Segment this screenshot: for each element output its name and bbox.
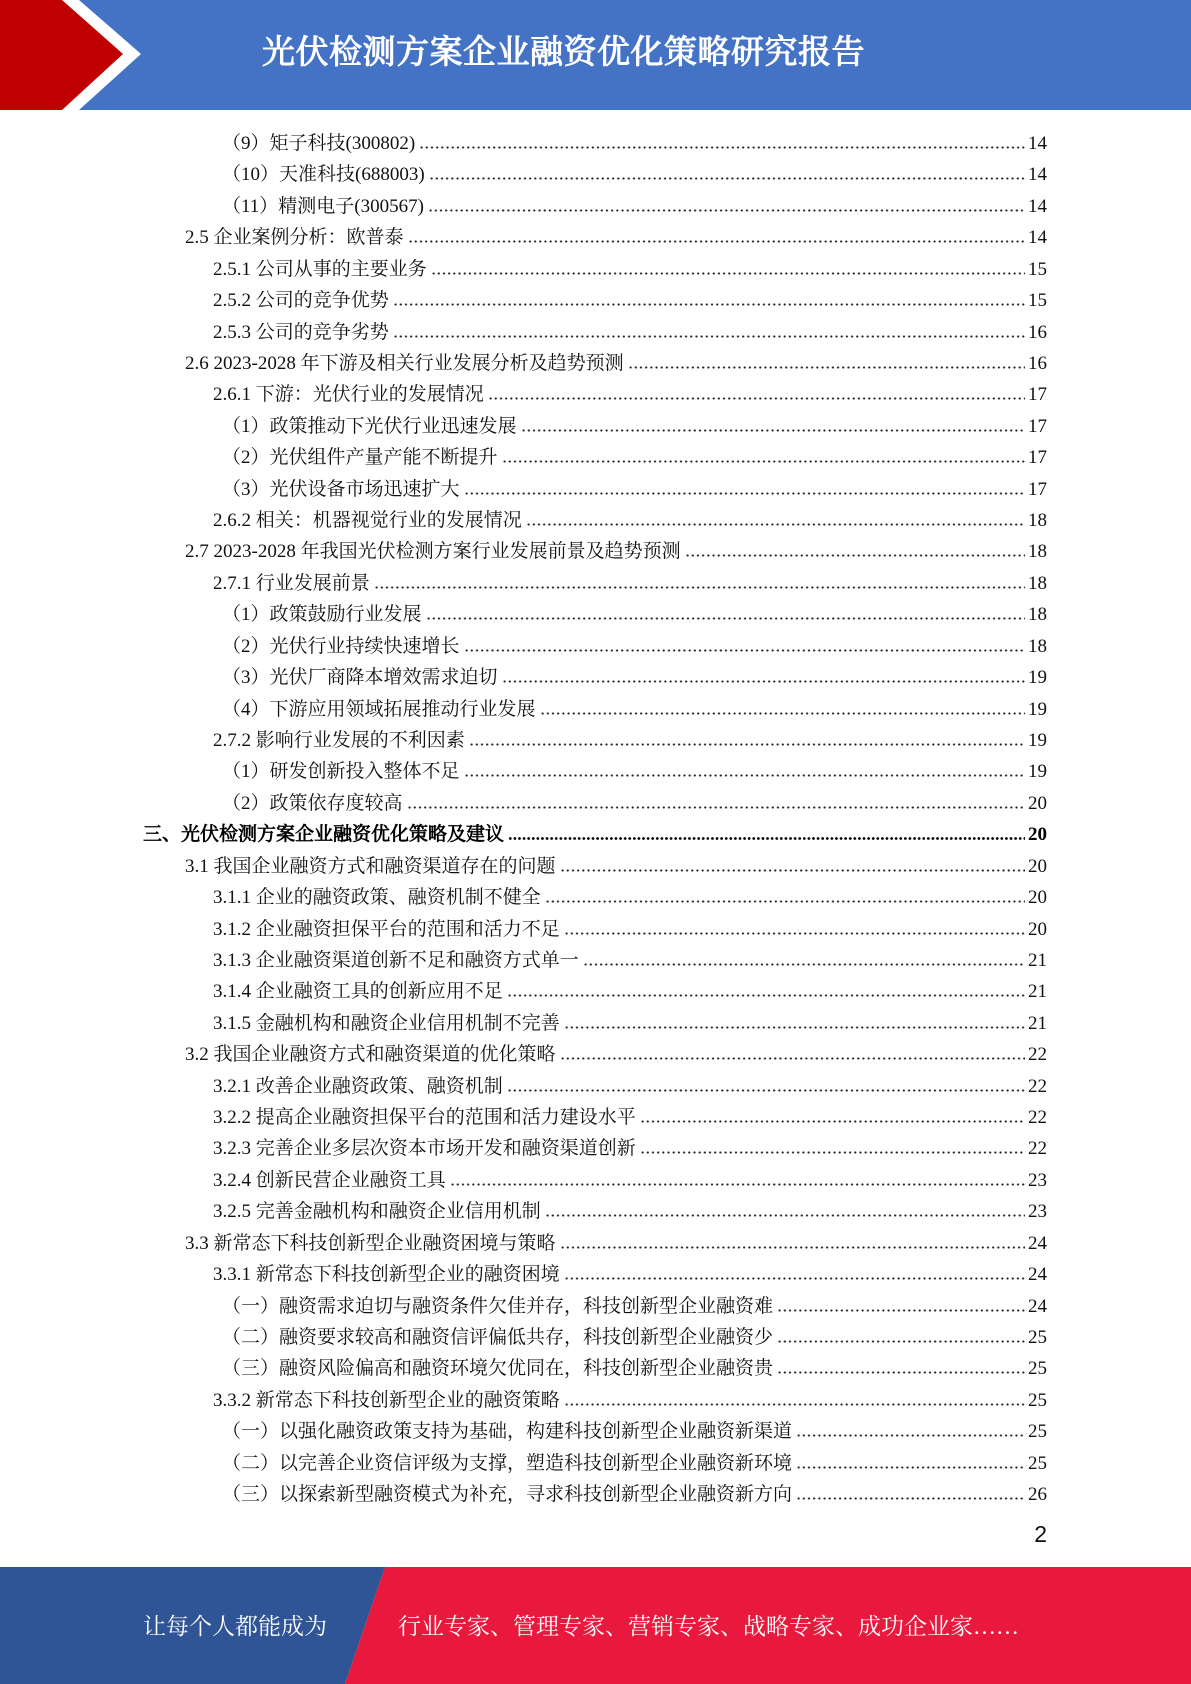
toc-entry-page: 25 <box>1028 1452 1047 1474</box>
toc-dot-leader <box>428 209 1025 212</box>
toc-entry[interactable] <box>222 1416 1047 1447</box>
toc-dot-leader <box>507 994 1025 997</box>
toc-entry[interactable] <box>222 1322 1047 1353</box>
toc-entry-page: 22 <box>1028 1075 1047 1097</box>
toc-entry-page: 24 <box>1028 1264 1047 1286</box>
toc-dot-leader <box>560 1246 1025 1249</box>
toc-dot-leader <box>521 429 1025 432</box>
table-of-contents <box>0 128 1191 1518</box>
toc-dot-leader <box>545 1214 1025 1217</box>
toc-entry-title: 3.3 新常态下科技创新型企业融资困境与策略 <box>185 1232 556 1254</box>
toc-dot-leader <box>431 272 1025 275</box>
toc-entry-page: 22 <box>1028 1107 1047 1129</box>
toc-dot-leader <box>796 1497 1025 1500</box>
toc-dot-leader <box>393 303 1025 306</box>
toc-dot-leader <box>464 492 1025 495</box>
toc-entry[interactable] <box>222 756 1047 787</box>
toc-entry[interactable] <box>185 536 1047 567</box>
toc-dot-leader <box>540 712 1025 715</box>
toc-entry-page: 23 <box>1028 1169 1047 1191</box>
toc-dot-leader <box>560 869 1025 872</box>
toc-entry[interactable] <box>213 254 1047 285</box>
toc-entry[interactable] <box>222 631 1047 662</box>
toc-entry[interactable] <box>213 285 1047 316</box>
footer-slogan-roles: 行业专家、管理专家、营销专家、战略专家、成功企业家…… <box>398 1614 1019 1639</box>
toc-entry[interactable] <box>222 1448 1047 1479</box>
toc-entry-title: （二）融资要求较高和融资信评偏低共存，科技创新型企业融资少 <box>222 1326 774 1348</box>
toc-entry-title: （3）光伏设备市场迅速扩大 <box>222 478 460 500</box>
toc-entry[interactable] <box>222 159 1047 190</box>
toc-entry-title: （1）研发创新投入整体不足 <box>222 761 460 783</box>
toc-entry-title: （1）政策鼓励行业发展 <box>222 604 422 626</box>
toc-entry-title: 3.2.4 创新民营企业融资工具 <box>213 1169 446 1191</box>
toc-entry-page: 26 <box>1028 1484 1047 1506</box>
toc-entry-page: 14 <box>1028 227 1047 249</box>
toc-entry-title: （9）矩子科技(300802) <box>222 133 416 154</box>
toc-entry-title: 3.1.3 企业融资渠道创新不足和融资方式单一 <box>213 949 579 971</box>
page-number: 2 <box>1034 1521 1047 1547</box>
toc-dot-leader <box>502 680 1025 683</box>
toc-entry-title: 3.3.2 新常态下科技创新型企业的融资策略 <box>213 1389 560 1411</box>
toc-entry-page: 21 <box>1028 949 1047 971</box>
toc-entry-page: 18 <box>1028 635 1047 657</box>
toc-entry[interactable] <box>222 411 1047 442</box>
toc-entry[interactable] <box>213 568 1047 599</box>
toc-entry-page: 25 <box>1028 1421 1047 1443</box>
toc-dot-leader <box>777 1340 1025 1343</box>
toc-entry-title: 3.1.2 企业融资担保平台的范围和活力不足 <box>213 918 560 940</box>
toc-entry[interactable] <box>185 1039 1047 1070</box>
toc-entry[interactable] <box>213 976 1047 1007</box>
toc-entry[interactable] <box>213 914 1047 945</box>
toc-entry[interactable] <box>185 1228 1047 1259</box>
toc-entry[interactable] <box>213 379 1047 410</box>
toc-entry-title: 3.2.3 完善企业多层次资本市场开发和融资渠道创新 <box>213 1138 636 1160</box>
toc-entry[interactable] <box>222 191 1047 222</box>
toc-entry-page: 14 <box>1028 133 1047 154</box>
toc-entry[interactable] <box>213 1133 1047 1164</box>
toc-entry[interactable] <box>143 819 1047 850</box>
toc-dot-leader <box>502 460 1025 463</box>
toc-entry-page: 21 <box>1028 1012 1047 1034</box>
toc-entry-title: （3）光伏厂商降本增效需求迫切 <box>222 667 498 689</box>
toc-entry-page: 18 <box>1028 572 1047 594</box>
toc-entry[interactable] <box>222 788 1047 819</box>
toc-entry[interactable] <box>222 128 1047 159</box>
toc-entry-title: 2.5.2 公司的竞争优势 <box>213 290 389 312</box>
toc-dot-leader <box>464 649 1025 652</box>
toc-dot-leader <box>545 900 1025 903</box>
toc-dot-leader <box>583 963 1025 966</box>
footer-slogan-lead: 让每个人都能成为 <box>143 1614 327 1639</box>
toc-entry[interactable] <box>222 1479 1047 1510</box>
toc-entry-title: 2.6.2 相关：机器视觉行业的发展情况 <box>213 510 522 532</box>
toc-entry-page: 20 <box>1028 855 1047 877</box>
toc-entry-page: 25 <box>1028 1326 1047 1348</box>
toc-dot-leader <box>685 554 1025 557</box>
toc-entry-page: 21 <box>1028 981 1047 1003</box>
toc-dot-leader <box>407 806 1025 809</box>
toc-entry-title: 2.7.1 行业发展前景 <box>213 572 370 594</box>
toc-entry[interactable] <box>213 945 1047 976</box>
toc-entry-page: 18 <box>1028 541 1047 563</box>
toc-entry-page: 24 <box>1028 1295 1047 1317</box>
toc-entry[interactable] <box>213 505 1047 536</box>
toc-entry-title: 2.5 企业案例分析：欧普泰 <box>185 227 404 249</box>
toc-entry[interactable] <box>213 1196 1047 1227</box>
toc-dot-leader <box>450 1183 1025 1186</box>
toc-entry-title: 3.2.5 完善金融机构和融资企业信用机制 <box>213 1201 541 1223</box>
toc-entry[interactable] <box>222 1353 1047 1384</box>
report-header-banner <box>0 0 1191 110</box>
toc-entry-page: 16 <box>1028 321 1047 343</box>
toc-dot-leader <box>628 366 1025 369</box>
toc-entry-title: 3.3.1 新常态下科技创新型企业的融资困境 <box>213 1264 560 1286</box>
toc-entry-title: （10）天准科技(688003) <box>222 164 425 186</box>
toc-entry[interactable] <box>213 1071 1047 1102</box>
toc-entry[interactable] <box>185 222 1047 253</box>
toc-entry[interactable] <box>185 348 1047 379</box>
toc-entry[interactable] <box>222 694 1047 725</box>
toc-dot-leader <box>426 617 1025 620</box>
toc-entry[interactable] <box>185 851 1047 882</box>
toc-entry[interactable] <box>222 474 1047 505</box>
toc-entry-title: （三）融资风险偏高和融资环境欠优同在，科技创新型企业融资贵 <box>222 1358 774 1380</box>
toc-entry[interactable] <box>222 442 1047 473</box>
toc-entry-title: 2.6 2023-2028 年下游及相关行业发展分析及趋势预测 <box>185 352 624 374</box>
toc-entry-title: 2.7 2023-2028 年我国光伏检测方案行业发展前景及趋势预测 <box>185 541 681 563</box>
toc-entry-page: 17 <box>1028 447 1047 469</box>
toc-entry-title: （1）政策推动下光伏行业迅速发展 <box>222 415 517 437</box>
toc-entry[interactable] <box>213 1008 1047 1039</box>
toc-dot-leader <box>640 1151 1025 1154</box>
toc-entry[interactable] <box>213 1259 1047 1290</box>
toc-dot-leader <box>796 1434 1025 1437</box>
toc-dot-leader <box>429 177 1025 180</box>
toc-entry[interactable] <box>213 317 1047 348</box>
toc-entry-page: 15 <box>1028 290 1047 312</box>
toc-dot-leader <box>469 743 1025 746</box>
toc-dot-leader <box>393 335 1025 338</box>
toc-entry-page: 23 <box>1028 1201 1047 1223</box>
toc-dot-leader <box>777 1371 1025 1374</box>
toc-dot-leader <box>564 1026 1025 1029</box>
toc-entry[interactable] <box>222 1291 1047 1322</box>
toc-dot-leader <box>508 837 1025 840</box>
toc-dot-leader <box>464 774 1025 777</box>
toc-dot-leader <box>640 1120 1025 1123</box>
toc-entry-page: 18 <box>1028 604 1047 626</box>
toc-dot-leader <box>526 523 1025 526</box>
toc-entry-title: 3.1.5 金融机构和融资企业信用机制不完善 <box>213 1012 560 1034</box>
toc-entry-page: 18 <box>1028 510 1047 532</box>
toc-entry-page: 22 <box>1028 1138 1047 1160</box>
report-title: 光伏检测方案企业融资优化策略研究报告 <box>262 33 865 70</box>
toc-entry-page: 19 <box>1028 761 1047 783</box>
toc-entry-page: 20 <box>1028 792 1047 814</box>
toc-dot-leader <box>564 932 1025 935</box>
toc-entry-title: 3.2.1 改善企业融资政策、融资机制 <box>213 1075 503 1097</box>
toc-entry-page: 15 <box>1028 258 1047 280</box>
toc-entry-page: 20 <box>1028 887 1047 909</box>
toc-entry-title: （11）精测电子(300567) <box>222 195 424 217</box>
toc-dot-leader <box>564 1277 1025 1280</box>
toc-entry-page: 20 <box>1028 918 1047 940</box>
toc-entry-page: 17 <box>1028 384 1047 406</box>
toc-entry[interactable] <box>213 882 1047 913</box>
toc-entry-page: 17 <box>1028 478 1047 500</box>
toc-entry-page: 14 <box>1028 164 1047 186</box>
toc-entry-title: （2）光伏行业持续快速增长 <box>222 635 460 657</box>
toc-entry-title: 3.2 我国企业融资方式和融资渠道的优化策略 <box>185 1044 556 1066</box>
toc-entry[interactable] <box>213 1385 1047 1416</box>
toc-entry-title: 2.6.1 下游：光伏行业的发展情况 <box>213 384 484 406</box>
toc-entry[interactable] <box>213 1102 1047 1133</box>
toc-entry-title: 2.5.1 公司从事的主要业务 <box>213 258 427 280</box>
toc-entry[interactable] <box>222 599 1047 630</box>
toc-entry-title: （2）光伏组件产量产能不断提升 <box>222 447 498 469</box>
toc-entry-title: （二）以完善企业资信评级为支撑，塑造科技创新型企业融资新环境 <box>222 1452 793 1474</box>
toc-entry-page: 24 <box>1028 1232 1047 1254</box>
toc-entry-title: 三、光伏检测方案企业融资优化策略及建议 <box>143 824 505 846</box>
toc-entry[interactable] <box>213 725 1047 756</box>
toc-entry-page: 17 <box>1028 415 1047 437</box>
toc-dot-leader <box>777 1309 1025 1312</box>
toc-entry-page: 19 <box>1028 698 1047 720</box>
toc-entry-title: （2）政策依存度较高 <box>222 792 403 814</box>
toc-entry-page: 19 <box>1028 667 1047 689</box>
toc-entry-title: （三）以探索新型融资模式为补充，寻求科技创新型企业融资新方向 <box>222 1484 793 1506</box>
toc-entry-page: 14 <box>1028 195 1047 217</box>
toc-entry-page: 19 <box>1028 729 1047 751</box>
toc-dot-leader <box>408 240 1025 243</box>
toc-dot-leader <box>564 1403 1025 1406</box>
toc-entry[interactable] <box>222 662 1047 693</box>
toc-entry-page: 25 <box>1028 1358 1047 1380</box>
toc-entry[interactable] <box>213 1165 1047 1196</box>
toc-dot-leader <box>796 1466 1025 1469</box>
toc-entry-title: 3.1.4 企业融资工具的创新应用不足 <box>213 981 503 1003</box>
toc-entry-title: 3.1 我国企业融资方式和融资渠道存在的问题 <box>185 855 556 877</box>
toc-entry-page: 20 <box>1028 824 1047 846</box>
toc-dot-leader <box>560 1057 1025 1060</box>
toc-dot-leader <box>507 1089 1025 1092</box>
toc-entry-title: （4）下游应用领域拓展推动行业发展 <box>222 698 536 720</box>
toc-entry-title: 2.7.2 影响行业发展的不利因素 <box>213 729 465 751</box>
toc-entry-title: （一）以强化融资政策支持为基础，构建科技创新型企业融资新渠道 <box>222 1421 793 1443</box>
toc-entry-page: 22 <box>1028 1044 1047 1066</box>
toc-entry-title: 2.5.3 公司的竞争劣势 <box>213 321 389 343</box>
toc-dot-leader <box>419 146 1025 149</box>
toc-entry-title: （一）融资需求迫切与融资条件欠佳并存，科技创新型企业融资难 <box>222 1295 774 1317</box>
footer-banner <box>0 1567 1191 1684</box>
toc-entry-title: 3.2.2 提高企业融资担保平台的范围和活力建设水平 <box>213 1107 636 1129</box>
toc-dot-leader <box>488 397 1025 400</box>
toc-entry-page: 25 <box>1028 1389 1047 1411</box>
toc-entry-page: 16 <box>1028 352 1047 374</box>
toc-entry-title: 3.1.1 企业的融资政策、融资机制不健全 <box>213 887 541 909</box>
toc-dot-leader <box>374 586 1025 589</box>
